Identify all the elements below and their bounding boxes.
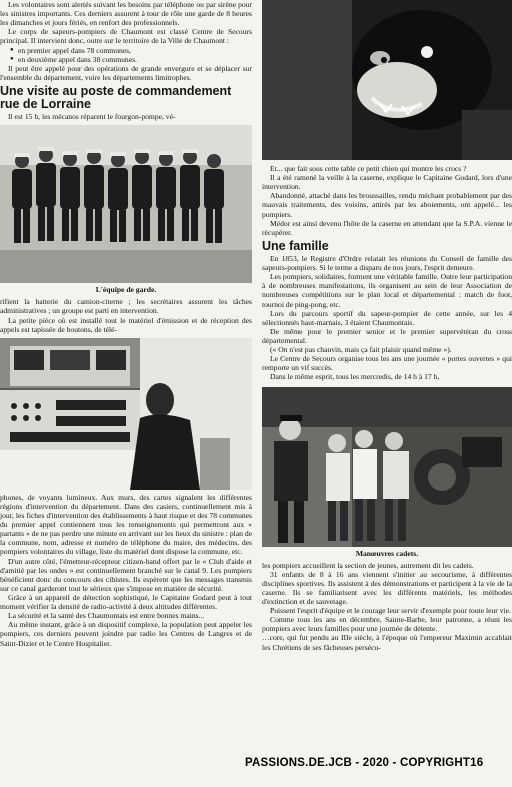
dog-paragraph-1: Et... que fait sous cette table ce petit chien qui montre les crocs ? (270, 164, 467, 173)
photo-caption-cadets: Manœuvres cadets. (355, 548, 419, 558)
photo-chien-medor (262, 0, 512, 160)
copyright-watermark: PASSIONS.DE.JCB - 2020 - COPYRIGHT16 (245, 757, 511, 769)
operations-paragraph-1: phones, de voyants lumineux. Aux murs, des cartes signalent les différentes régions d'intervention du département. Dans des casiers, continuellement mis à jour, les fiches d'intervention des établissements à haut risque et des 78 communes du premier appel contiennent tous les renseignements qui permettront aux « partants » de ne pas perdre une minute en arrivant sur les lieux du sinistre : plan de la commune, nom, adresse et numéro de téléphone du maire, des médecins, des pompiers volontaires du village, liste du matériel dont dispose la commune, etc. (0, 492, 252, 557)
famille-paragraph-5: (« On n'est pas chauvin, mais ça fait plaisir quand même »). (270, 345, 452, 355)
famille-paragraph-1: En 1853, le Registre d'Ordre relatait les réunions du Conseil de famille des sapeurs-pompiers. Si le terme a disparu de nos jours, l'esprit demeure. (262, 254, 512, 273)
photo-poste-commandement (0, 338, 252, 490)
cadets-paragraph-2: 31 enfants de 8 à 16 ans viennent s'initier au secourisme, à différentes disciplines sportives. Ils assistent à des démonstrations et participent à la vie de la caserne. Ils se familiarisent avec les différents matériels, les méthodes d'extinction et de sauvetage. (262, 569, 512, 606)
section-heading-famille: Une famille (262, 238, 329, 253)
photo-caption-equipe: L'équipe de garde. (95, 285, 157, 295)
famille-paragraph-7: Dans le même esprit, tous les mercredis, de 14 h à 17 h, (270, 372, 440, 382)
firefighters-group-photo (0, 125, 252, 283)
intro-paragraph-3: Il peut être appelé pour des opérations de grande envergure et se déplacer sur l'ensemble du département, voire les départements limitrophes. (0, 63, 252, 82)
dog-paragraph-4: Médor est ainsi devenu l'hôte de la caserne en attendant que la S.P.A. vienne le récupérer. (262, 218, 512, 237)
left-column (0, 0, 252, 648)
intro-paragraph-2: Le corps de sapeurs-pompiers de Chaumont est classé Centre de Secours principal. Il intervient donc, outre sur le territoire de la Ville de Chaumont : (0, 27, 252, 46)
dog-photo (262, 0, 512, 160)
after-photo-paragraph-1: rifient la batterie du camion-citerne ; les secrétaires assurent les tâches administratives ; un groupe est parti en intervention. (0, 297, 252, 316)
operations-paragraph-4: La sécurité et la santé des Chaumontais est entre bonnes mains... (8, 611, 205, 621)
radio-operator-photo (0, 338, 252, 490)
after-photo-paragraph-2: La petite pièce où est installé tout le matériel d'émission et de réception des appels est tapissée de boutons, de télé- (0, 315, 252, 334)
cadets-paragraph-4: Comme tous les ans en décembre, Sainte-Barbe, leur patronne, a réuni les pompiers avec leurs familles pour une journée de détente. (262, 615, 512, 634)
photo-manoeuvres-cadets (262, 387, 512, 547)
appel-list (0, 46, 252, 64)
cadets-paragraph-3: Puissent l'esprit d'équipe et le courage leur servir d'exemple pour toute leur vie. (270, 606, 511, 616)
dog-paragraph-3: Abandonné, attaché dans les broussailles, rendu méchant probablement par des mauvais traitements, des voisins, attirés par les aboiements, ont appelé... les pompiers. (262, 191, 512, 219)
famille-paragraph-3: Lors du parcours sportif du sapeur-pompier de cette année, sur les 4 sélectionnés haut-marnais, 3 étaient Chaumontais. (262, 308, 512, 327)
famille-paragraph-4: De même pour le premier senior et le premier supervétéran du cross départemental. (262, 326, 512, 345)
operations-paragraph-5: Au même instant, grâce à un dispositif complexe, la population peut appeler les pompiers, ces derniers peuvent joindre par radio les Centres de Langres et de Saint-Dizier et le Centre Hospitalier. (0, 620, 252, 648)
list-item: ● en premier appel dans 78 communes, (18, 46, 252, 55)
operations-paragraph-3: Grâce à un appareil de détection sophistiqué, le Capitaine Godard peut à tout moment vérifier la densité de radio-activité à deux altitudes différentes. (0, 592, 252, 612)
cadets-paragraph-5: …core, qui fut pendu au IIIe siècle, à l'époque où l'empereur Maximin accablait les Chrétiens de ses fâcheuses persécu- (262, 633, 512, 652)
right-column (262, 0, 512, 652)
intro-paragraph-1: Les volontaires sont alertés suivant les besoins par téléphone ou par sirène pour les sinistres importants. Ces derniers assurent à tour de rôle une garde de 8 heures les dimanches et jours fériés, en renfort des professionnels. (0, 0, 252, 28)
visit-paragraph: Il est 15 h, les mécanos réparent le fourgon-pompe, vé- (8, 112, 176, 122)
section-heading-visite: Une visite au poste de commandement rue de Lorraine (0, 83, 232, 112)
photo-equipe-de-garde (0, 125, 252, 283)
cadets-training-photo (262, 387, 512, 547)
famille-paragraph-2: Les pompiers, solidaires, forment une véritable famille. Outre leur participation à de nombreuses manifestations, ils organisent au sein de leur Association de nombreuses compétitions sur le plan local et départemental : match de foot, tournoi de ping-pong, etc. (262, 272, 512, 309)
cadets-paragraph-1: les pompiers accueillent la section de jeunes, autrement dit les cadets. (262, 560, 474, 570)
famille-paragraph-6: Le Centre de Secours organise tous les ans une journée « portes ouvertes » qui remporte un vif succès. (262, 354, 512, 373)
dog-paragraph-2: Il a été ramené la veille à la caserne, explique le Capitaine Godard, lors d'une intervention. (262, 173, 512, 192)
operations-paragraph-2: D'un autre côté, l'émetteur-récepteur citizen-band offert par le « Club d'aide et d'amitié par les ondes » est continuellement branché sur le canal 9. Les pompiers bénéficient donc du concours des cibistes. Ils espèrent que les messages transmis sur ce canal garderont tout le sérieux que s'impose en matière de sécurité. (0, 556, 252, 593)
list-item: ● en deuxième appel dans 38 communes. (18, 55, 252, 64)
